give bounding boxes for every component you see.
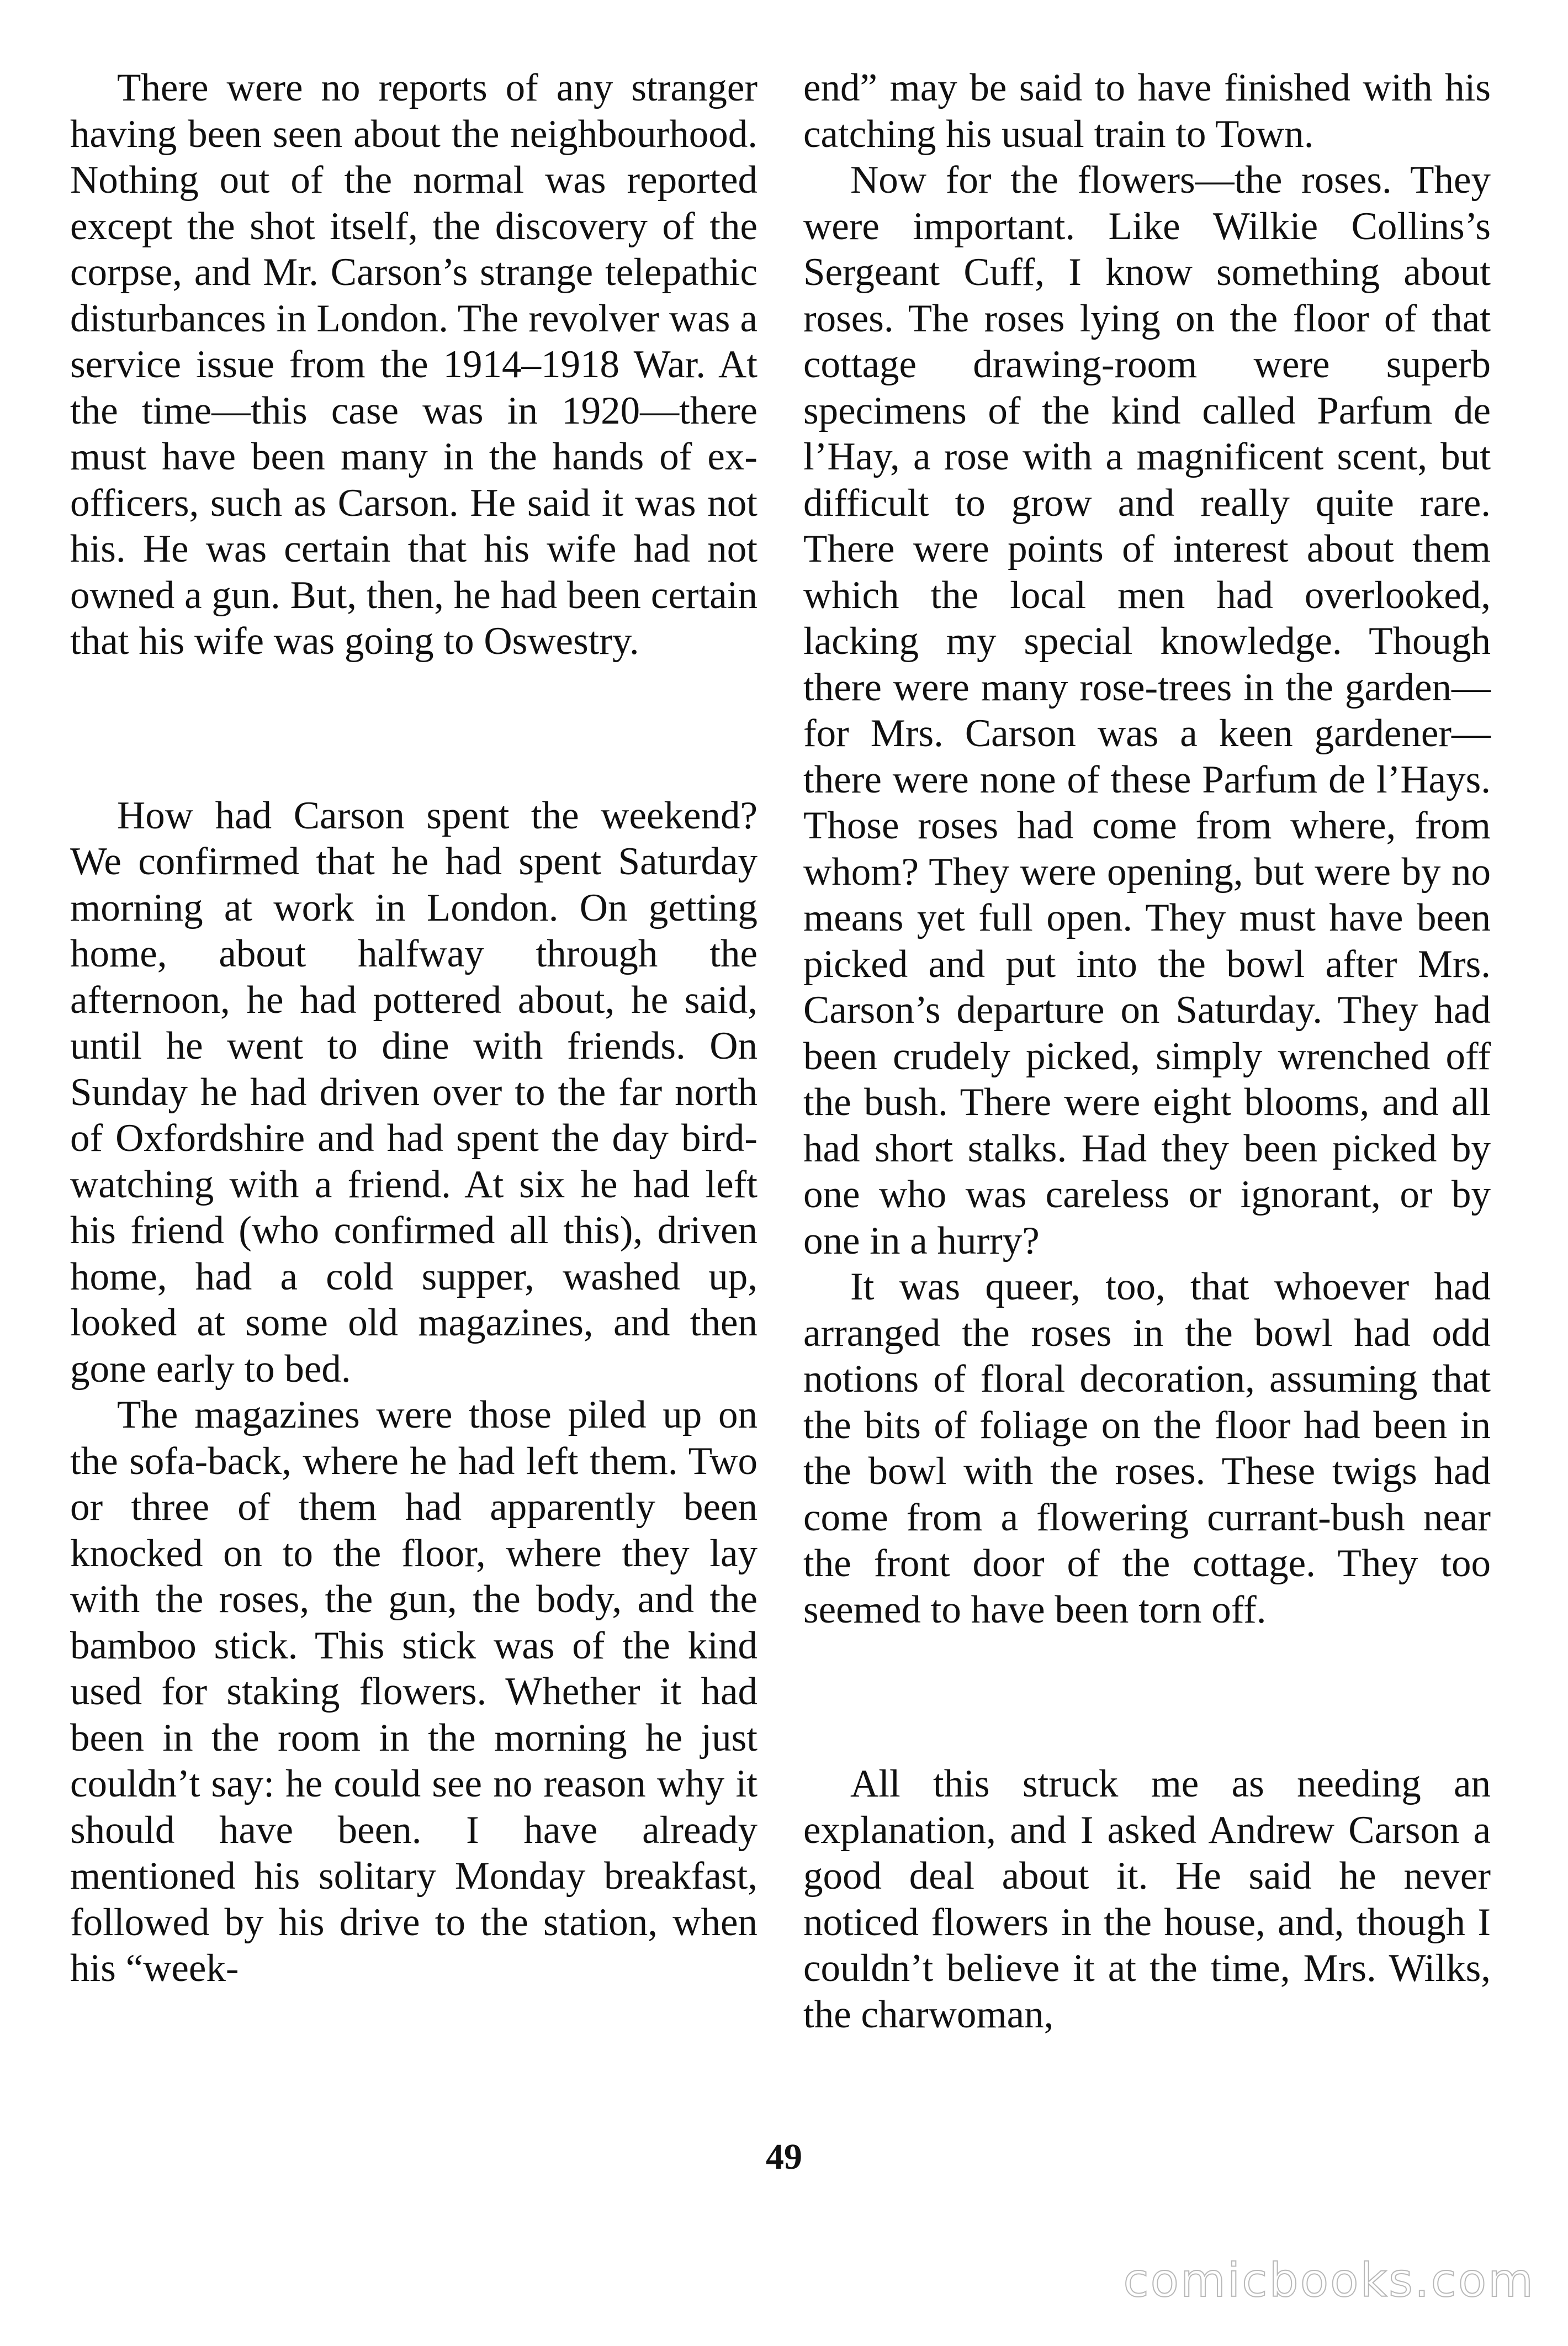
paragraph: The magazines were those piled up on the sofa-back, where he had left them. Two or three of them had apparently been knocked on to the floor, where they lay with the roses, the gun, the body, and the bamboo stick. This stick was of the kind used for staking flowers. Whether it had been in the room in the morning he just couldn’t say: he could see no reason why it should have been. I have already mentioned his solitary Monday breakfast, followed by his drive to the station, when his “week- [70,1393,757,1990]
watermark-logo: comicbooks.com [1123,2253,1535,2307]
paragraph-continuation: end” may be said to have finished with his catching his usual train to Town. [803,66,1491,156]
section-break [70,665,757,793]
left-column [70,65,757,1992]
section-break [803,1633,1491,1761]
page-number: 49 [766,2137,802,2177]
paragraph: There were no reports of any stranger having been seen about the neighbourhood. Nothing out of the normal was reported except the shot itself, the discovery of the corpse, and Mr. Carson’s strange telepathic disturbances in London. The revolver was a service issue from the 1914–1918 War. At the time—this case was in 1920—there must have been many in the hands of ex-officers, such as Carson. He said it was not his. He was certain that his wife had not owned a gun. But, then, he had been certain that his wife was going to Oswestry. [70,66,757,663]
paragraph: It was queer, too, that whoever had arranged the roses in the bowl had odd notions of floral decoration, assuming that the bits of foliage on the floor had been in the bowl with the roses. These twigs had come from a flowering currant-bush near the front door of the cottage. They too seemed to have been torn off. [803,1265,1491,1631]
paragraph: How had Carson spent the weekend? We confirmed that he had spent Saturday morning at work in London. On getting home, about halfway through the afternoon, he had pottered about, he said, until he went to dine with friends. On Sunday he had driven over to the far north of Oxfordshire and had spent the day bird-watching with a friend. At six he had left his friend (who confirmed all this), driven home, had a cold supper, washed up, looked at some old magazines, and then gone early to bed. [70,794,757,1391]
paragraph: All this struck me as needing an explanation, and I asked Andrew Carson a good deal about it. He said he never noticed flowers in the house, and, though I couldn’t believe it at the time, Mrs. Wilks, the charwoman, [803,1762,1491,2036]
paragraph: Now for the flowers—the roses. They were important. Like Wilkie Collins’s Sergeant Cuff, I know something about roses. The roses lying on the floor of that cottage drawing-room were superb specimens of the kind called Parfum de l’Hay, a rose with a magnificent scent, but difficult to grow and really quite rare. There were points of interest about them which the local men had overlooked, lacking my special knowledge. Though there were many rose-trees in the garden—for Mrs. Carson was a keen gardener—there were none of these Parfum de l’Hays. Those roses had come from where, from whom? They were opening, but were by no means yet full open. They must have been picked and put into the bowl after Mrs. Carson’s departure on Saturday. They had been crudely picked, simply wrenched off the bush. There were eight blooms, and all had short stalks. Had they been picked by one who was careless or ignorant, or by one in a hurry? [803,158,1491,1262]
right-column [803,65,1491,2038]
